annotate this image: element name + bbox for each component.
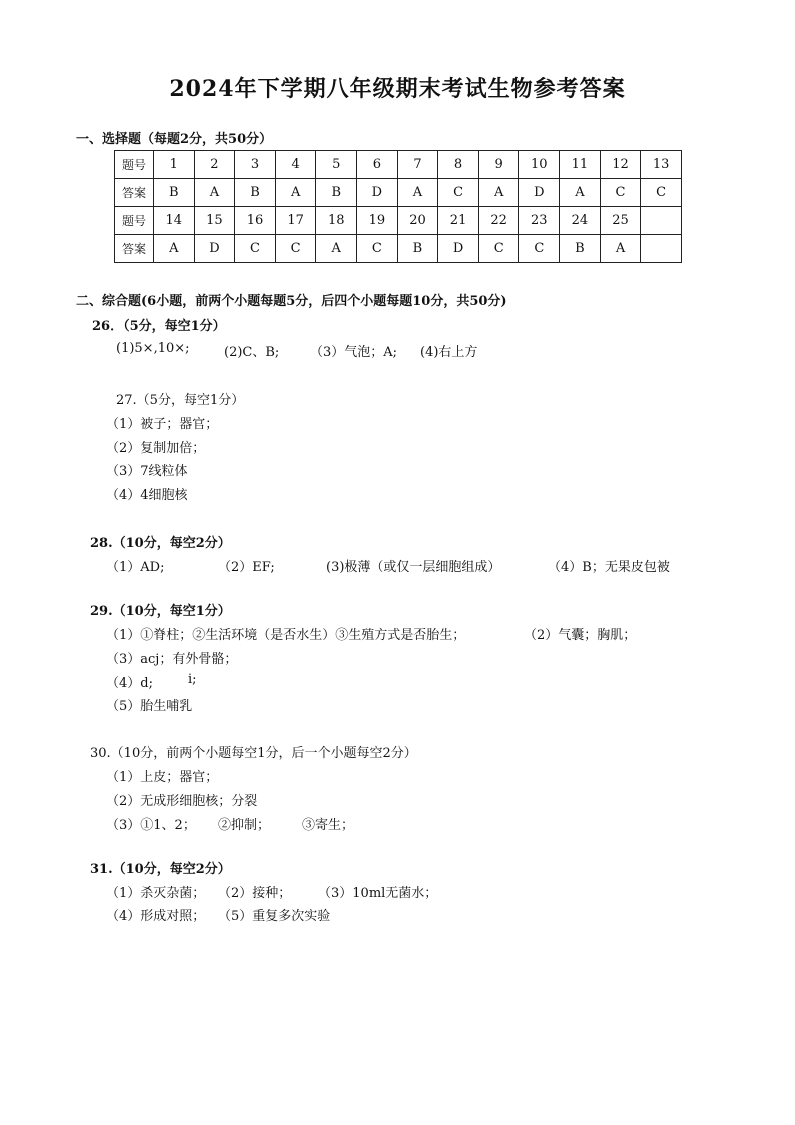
question-number: 6 (357, 151, 398, 179)
q30-answer-3c: ③寄生； (302, 818, 355, 833)
answer-cell: A (478, 179, 519, 207)
answer-cell: B (560, 235, 601, 263)
answer-cell: C (275, 235, 316, 263)
answer-cell: A (194, 179, 235, 207)
question-number: 4 (275, 151, 316, 179)
question-number: 23 (519, 207, 560, 235)
answer-cell: C (357, 235, 398, 263)
page-title: 2024年下学期八年级期末考试生物参考答案 (169, 76, 626, 102)
q29-answer-3: （3）acj；有外骨骼； (106, 652, 238, 667)
q28-answer-4: （4）B；无果皮包被 (548, 560, 670, 575)
q28-heading: 28.（10分，每空2分） (90, 536, 231, 551)
answer-cell: C (600, 179, 641, 207)
question-number: 25 (600, 207, 641, 235)
answer-cell: A (397, 179, 438, 207)
q31-heading: 31.（10分，每空2分） (90, 862, 231, 877)
q29-answer-4b: i; (188, 672, 197, 687)
question-number: 16 (235, 207, 276, 235)
answer-cell: A (154, 235, 195, 263)
question-number: 5 (316, 151, 357, 179)
q31-answer-4: （4）形成对照； (106, 909, 206, 924)
row-label-answer: 答案 (115, 179, 154, 207)
q31-answer-5: （5）重复多次实验 (218, 909, 331, 924)
answer-cell: C (235, 235, 276, 263)
q28-answer-2: （2）EF; (218, 560, 275, 575)
q30-answer-2: （2）无成形细胞核；分裂 (106, 794, 258, 809)
q30-answer-3b: ②抑制； (218, 818, 271, 833)
question-number: 21 (438, 207, 479, 235)
question-number: 15 (194, 207, 235, 235)
answer-cell: C (519, 235, 560, 263)
q26-answer-3: （3）气泡；A; (310, 345, 398, 360)
question-number (641, 207, 682, 235)
answer-cell: D (194, 235, 235, 263)
q27-answer-2: （2）复制加倍； (106, 441, 206, 456)
question-number: 7 (397, 151, 438, 179)
table-row (115, 235, 682, 263)
q26-answer-2: (2)C、B; (224, 345, 280, 360)
answer-cell: A (275, 179, 316, 207)
answer-cell: D (519, 179, 560, 207)
q30-answer-3a: （3）①1、2； (106, 818, 196, 833)
row-label-question: 题号 (115, 151, 154, 179)
question-number: 8 (438, 151, 479, 179)
question-number: 20 (397, 207, 438, 235)
question-number: 10 (519, 151, 560, 179)
question-number: 14 (154, 207, 195, 235)
q29-heading: 29.（10分，每空1分） (90, 604, 231, 619)
q29-answer-2: （2）气囊；胸肌； (524, 628, 637, 643)
answer-cell: D (357, 179, 398, 207)
answer-cell: D (438, 235, 479, 263)
q28-answer-1: （1）AD; (106, 560, 165, 575)
q30-answer-1: （1）上皮；器官； (106, 770, 219, 785)
question-number: 11 (560, 151, 601, 179)
q31-answer-2: （2）接种； (218, 886, 292, 901)
answer-cell: A (600, 235, 641, 263)
question-number: 1 (154, 151, 195, 179)
answer-cell: B (397, 235, 438, 263)
question-number: 22 (478, 207, 519, 235)
q26-answer-1: (1)5×,10×; (116, 341, 190, 356)
row-label-answer: 答案 (115, 235, 154, 263)
answer-cell: A (316, 235, 357, 263)
question-number: 12 (600, 151, 641, 179)
section-1-heading: 一、选择题（每题2分，共50分） (76, 132, 273, 147)
answer-table (114, 150, 682, 263)
question-number: 9 (478, 151, 519, 179)
answer-cell: A (560, 179, 601, 207)
question-number: 18 (316, 207, 357, 235)
q27-answer-3: （3）7线粒体 (106, 464, 188, 479)
question-number: 3 (235, 151, 276, 179)
q28-answer-3: (3)极薄（或仅一层细胞组成） (326, 560, 501, 575)
table-row (115, 151, 682, 179)
answer-cell: C (641, 179, 682, 207)
q27-answer-4: （4）4细胞核 (106, 488, 188, 503)
q29-answer-4a: （4）d; (106, 676, 153, 691)
row-label-question: 题号 (115, 207, 154, 235)
question-number: 17 (275, 207, 316, 235)
q27-heading: 27.（5分，每空1分） (116, 393, 245, 408)
q30-heading: 30.（10分，前两个小题每空1分，后一个小题每空2分） (90, 746, 417, 761)
question-number: 24 (560, 207, 601, 235)
answer-cell: C (438, 179, 479, 207)
answer-cell: B (154, 179, 195, 207)
q26-heading: 26．（5分，每空1分） (92, 319, 226, 334)
answer-cell: B (235, 179, 276, 207)
answer-cell: B (316, 179, 357, 207)
q29-answer-5: （5）胎生哺乳 (106, 699, 193, 714)
table-row (115, 207, 682, 235)
question-number: 13 (641, 151, 682, 179)
q29-answer-1: （1）①脊柱；②生活环境（是否水生）③生殖方式是否胎生； (106, 628, 466, 643)
section-2-heading: 二、综合题(6小题，前两个小题每题5分，后四个小题每题10分，共50分) (76, 294, 507, 309)
q31-answer-3: （3）10ml无菌水； (318, 886, 438, 901)
table-row (115, 179, 682, 207)
question-number: 19 (357, 207, 398, 235)
answer-cell (641, 235, 682, 263)
q26-answer-4: (4)右上方 (420, 345, 478, 360)
q27-answer-1: （1）被子；器官； (106, 417, 219, 432)
question-number: 2 (194, 151, 235, 179)
q31-answer-1: （1）杀灭杂菌； (106, 886, 206, 901)
answer-cell: C (478, 235, 519, 263)
